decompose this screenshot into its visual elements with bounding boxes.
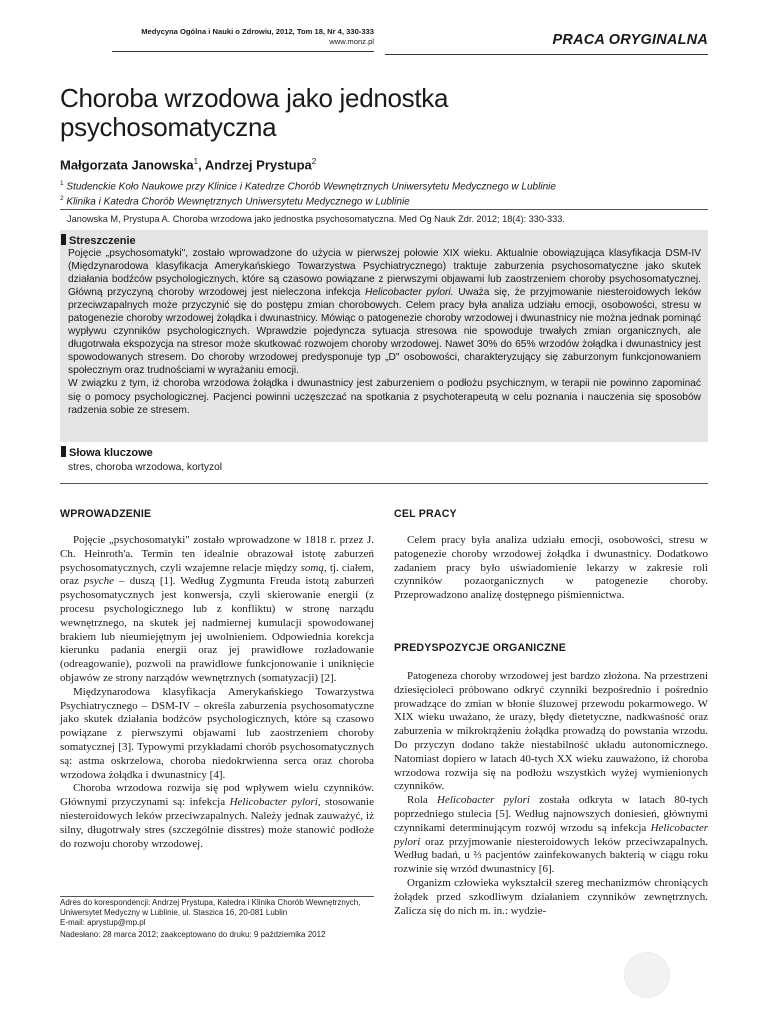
keywords-divider	[60, 483, 708, 484]
citation-divider	[60, 209, 708, 210]
paragraph: Organizm człowieka wykształcił szereg mechanizmów chroniących żołądek przed szkodliwym działaniem czynników zewnętrznych. Zalicza się do nich m. in.: wydzie-	[394, 876, 708, 917]
affiliation-text: Klinika i Katedra Chorób Wewnętrznych Uniwersytetu Medycznego w Lublinie	[66, 196, 410, 208]
text-run: została odkryta w latach 80-tych poprzedniego stulecia [5]. Według najnowszych doniesień, głównymi czynnikami determinującym rozwój wrzodu są infekcja	[394, 794, 708, 834]
predisposition-heading: PREDYSPOZYCJE ORGANICZNE	[394, 642, 566, 654]
affiliation	[60, 195, 410, 207]
paragraph: Celem pracy była analiza udziału emocji, osobowości, stresu w patogenezie choroby wrzodowej żołądka i dwunastnicy. Dodatkowo zadaniem pracy było uświadomienie lekarzy w zakresie roli czynników pozaorganicznych w patogenezie choroby. Przeprowadzono analizę dostępnego piśmiennictwa.	[394, 534, 708, 602]
citation: Janowska M, Prystupa A. Choroba wrzodowa jako jednostka psychosomatyczna. Med Og Nauk Zdr. 2012; 18(4): 330-333.	[67, 214, 565, 224]
affiliation	[60, 180, 556, 192]
text-run-italic: Helicobacter pylori	[437, 794, 530, 807]
intro-heading: WPROWADZENIE	[60, 508, 152, 520]
affiliation-mark: 1	[60, 180, 64, 187]
section-marker	[61, 446, 66, 457]
section-marker	[61, 234, 66, 245]
paragraph: Międzynarodowa klasyfikacja Amerykańskiego Towarzystwa Psychiatrycznego – DSM-IV – określa zaburzenia psychosomatyczne jako skutek działania bodźców psychologicznych, które są czasowo powiązane z pierwszymi objawami lub zaostrzeniem choroby somatycznej [3]. Typowymi przykładami chorób psychosomatycznych są: astma oskrzelowa, choroba niedokrwienna serca oraz choroba wrzodowa żołądka i dwunastnicy [4].	[60, 685, 374, 781]
author-affiliation-mark: 1	[193, 157, 199, 166]
author-name: Andrzej Prystupa	[204, 157, 312, 173]
article-type-divider	[385, 54, 708, 55]
paragraph	[60, 782, 374, 851]
article-title-line-1: Choroba wrzodowa jako jednostka	[60, 83, 449, 113]
intro-body	[60, 534, 374, 851]
journal-url[interactable]: www.monz.pl	[329, 37, 374, 46]
aim-body	[394, 534, 708, 603]
received-dates: Nadesłano: 28 marca 2012; zaakceptowano do druku: 9 października 2012	[60, 930, 326, 939]
author-name: Małgorzata Janowska	[60, 157, 194, 173]
author-separator: ,	[198, 157, 205, 173]
predisposition-body	[394, 670, 708, 918]
correspondence-address: Adres do korespondencji: Andrzej Prystupa, Katedra i Klinika Chorób Wewnętrznych, Uniwersytet Medyczny w Lublinie, ul. Staszica 16, 20-081 Lublin	[60, 898, 361, 917]
paragraph: Patogeneza choroby wrzodowej jest bardzo złożona. Na przestrzeni dziesięcioleci próbowano odkryć czynniki bezpośrednio i pośrednio prowadzące do zmian w błonie śluzowej przewodu pokarmowego. W XIX wieku uważano, że urazy, błędy dietetyczne, nadkwaśność oraz zaburzenia w mikrokrążeniu żołądka prowadzą do powstania wrzodu. Do przyczyn dodano także niestabilność układu autonomicznego. Natomiast dopiero w latach 40-tych XX wieku zauważono, iż choroba wrzodowa rozwija się na podłożu wszystkich wyżej wymienionych czynników.	[394, 670, 708, 793]
abstract-text-part: Pojęcie „psychosomatyki", zostało wprowadzone do użycia w pierwszej połowie XIX wieku. Aktualnie obowiązująca klasyfikacja DSM-IV (Międzynarodowa klasyfikacja Amerykańskiego Towarzystwa Psychiatrycznego) traktuje zaburzenia psychosomatyczne jako skutek działania bodźców psychologicznych, które są czasowo powiązane z pierwszymi objawami lub zaostrzeniem choroby psychosomatycznej. Główną przyczyną choroby wrzodowej jest nieleczona infekcja	[68, 248, 701, 299]
correspondence-email[interactable]: E-mail: aprystup@mp.pl	[60, 918, 146, 927]
paragraph	[394, 794, 708, 877]
abstract-text-italic: Helicobacter pylori.	[364, 287, 454, 299]
article-type-label: PRACA ORYGINALNA	[552, 32, 708, 48]
text-run-italic: Helicobacter pylori	[229, 796, 318, 809]
text-run: Choroba wrzodowa rozwija się pod wpływem wielu czynników. Głównymi przyczynami są: infekcja	[60, 782, 374, 809]
abstract-text-part: W związku z tym, iż choroba wrzodowa żołądka i dwunastnicy jest zaburzeniem o podłożu psychicznym, w terapii nie powinno zapominać się o pomocy psychologicznej. Pacjenci powinni uczęszczać na spotkania z psychoterapeutą w celu poznania i nauczenia się sposobów radzenia sobie ze stresem.	[68, 378, 701, 416]
paragraph	[60, 534, 374, 686]
keywords-heading-text: Słowa kluczowe	[69, 447, 153, 459]
article-title	[60, 84, 620, 142]
text-run: – duszą [1]. Według Zygmunta Freuda istotą zaburzeń psychosomatycznych jest konwersja, czyli skierowanie energii (z procesu psychologicznego lub z konfliktu) w stronę narządu wewnętrznego, na skutek jej nadmiernej kumulacji spowodowanej brakiem lub nieumiejętnym jej uwolnieniem. Odpowiednia korekcja kierunku padania energii oraz jej prawidłowe rozładowanie (odreagowanie), pozwoli na prawidłowe funkcjonowanie i uniknięcie objawów ze strony narządów wewnętrznych (somatyzacji) [2].	[60, 575, 374, 684]
keywords-heading	[61, 446, 153, 459]
affiliation-mark: 2	[60, 195, 64, 202]
journal-line: Medycyna Ogólna i Nauki o Zdrowiu, 2012, Tom 18, Nr 4, 330-333	[141, 27, 374, 36]
article-title-line-2: psychosomatyczna	[60, 112, 277, 142]
header-divider	[112, 51, 374, 52]
abstract-text-part: Uważa się, że przyjmowanie niesteroidowych leków przeciwzapalnych może przyczynić się do postępu zmian chorobowych. Celem pracy była analiza udziału emocji, osobowości, stresu w patogenezie choroby wrzodowej żołądka i dwunastnicy. Mówiąc o patogenezie choroby wrzodowej i dwunastnicy nie można jednak pominąć wypływu czynników psychologicznych. Wprawdzie pojedyncza sytuacja stresowa nie spowoduje trwałych zmian organicznych, ale długotrwała ekspozycja na stresor może skutkować rozwojem choroby wrzodowej. Nawet 30% do 65% wrzodów żołądka i dwunastnicy jest spowodowanych stresem. Do choroby wrzodowej predysponuje typ „D" osobowości, charakteryzujący się zaburzonym funkcjonowaniem społecznym oraz trudnościami w wyrażaniu emocji.	[68, 287, 701, 377]
journal-header	[112, 27, 374, 47]
text-run-italic: psyche	[84, 575, 114, 588]
footnote	[60, 898, 374, 940]
text-run: Rola	[407, 794, 437, 807]
abstract-text	[68, 247, 701, 417]
text-run: , stosowanie niesteroidowych leków przeciwzapalnych. Należy jednak zauważyć, iż silny, długotrwały stres (szczególnie disstres) może stanowić podłoże do rozwoju choroby wrzodowej.	[60, 796, 374, 850]
abstract-heading-text: Streszczenie	[69, 235, 136, 247]
aim-heading: CEL PRACY	[394, 508, 457, 520]
text-run: oraz przyjmowanie niesteroidowych leków przeciwzapalnych. Według badań, u ⅔ pacjentów zainfekowanych bakterią w ciągu roku rozwinie się wrzód dwunastnicy [6].	[394, 835, 708, 876]
keywords-text: stres, choroba wrzodowa, kortyzol	[68, 462, 223, 473]
author-affiliation-mark: 2	[311, 157, 317, 166]
abstract-heading	[61, 234, 136, 247]
watermark-logo-icon	[624, 952, 670, 998]
text-run: , tj. ciałem, oraz	[60, 561, 374, 588]
text-run-italic: Helicobacter pylori	[394, 821, 708, 848]
text-run-italic: somą	[300, 561, 324, 574]
footnote-divider	[60, 896, 374, 897]
affiliation-text: Studenckie Koło Naukowe przy Klinice i Katedrze Chorób Wewnętrznych Uniwersytetu Medycznego w Lublinie	[66, 181, 556, 193]
author-list	[60, 157, 316, 172]
text-run: Pojęcie „psychosomatyki" zostało wprowadzone w 1818 r. przez J. Ch. Heinroth'a. Termin ten idealnie obrazował istotę zaburzeń psychosomatycznych, czyli wzajemne relacje między	[60, 534, 374, 574]
